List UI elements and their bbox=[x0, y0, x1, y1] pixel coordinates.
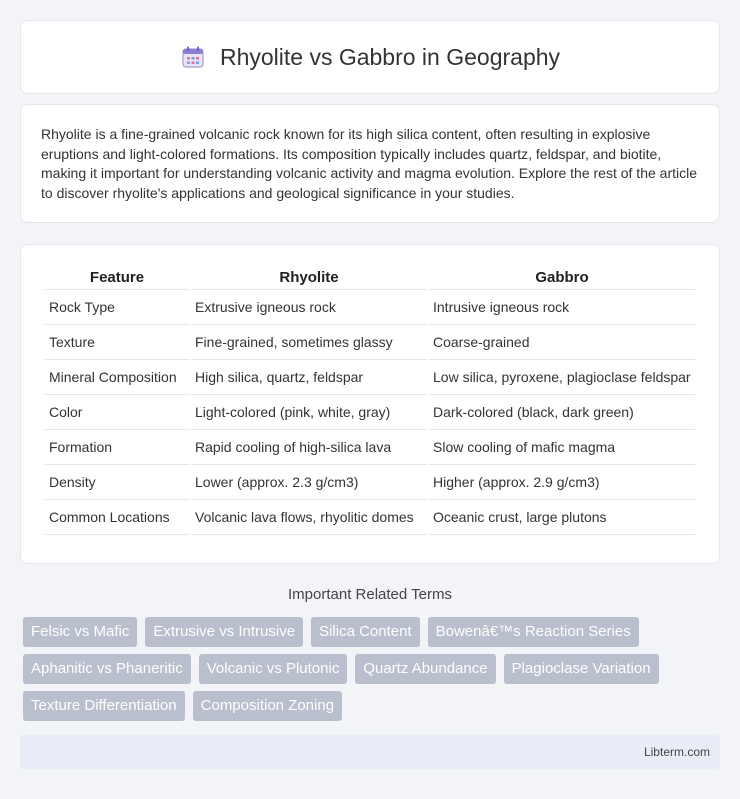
table-row bbox=[45, 290, 695, 325]
table-row bbox=[45, 430, 695, 465]
footer-site-link[interactable]: Libterm.com bbox=[643, 745, 710, 759]
table-cell: Common Locations bbox=[45, 500, 189, 535]
table-cell: Oceanic crust, large plutons bbox=[429, 500, 695, 535]
table-cell: Rock Type bbox=[45, 290, 189, 325]
table-row bbox=[45, 360, 695, 395]
comparison-table-card bbox=[20, 244, 720, 564]
calendar-icon bbox=[180, 44, 206, 70]
column-header-gabbro: Gabbro bbox=[429, 265, 695, 290]
page-title: Rhyolite vs Gabbro in Geography bbox=[219, 43, 561, 70]
tag-composition-zoning[interactable]: Composition Zoning bbox=[193, 691, 342, 721]
table-cell: Texture bbox=[45, 325, 189, 360]
table-cell: Light-colored (pink, white, gray) bbox=[191, 395, 427, 430]
table-cell: Mineral Composition bbox=[45, 360, 189, 395]
column-header-feature: Feature bbox=[45, 265, 189, 290]
footer bbox=[20, 735, 720, 769]
tag-bowens-reaction-series[interactable]: Bowenâ€™s Reaction Series bbox=[428, 617, 639, 647]
table-row bbox=[45, 395, 695, 430]
tag-volcanic-vs-plutonic[interactable]: Volcanic vs Plutonic bbox=[199, 654, 348, 684]
table-cell: Rapid cooling of high-silica lava bbox=[191, 430, 427, 465]
table-cell: Coarse-grained bbox=[429, 325, 695, 360]
table-cell: Color bbox=[45, 395, 189, 430]
table-cell: Dark-colored (black, dark green) bbox=[429, 395, 695, 430]
table-cell: Density bbox=[45, 465, 189, 500]
comparison-table bbox=[43, 265, 697, 535]
related-terms-tags bbox=[23, 617, 723, 721]
table-cell: Lower (approx. 2.3 g/cm3) bbox=[191, 465, 427, 500]
table-cell: Intrusive igneous rock bbox=[429, 290, 695, 325]
tag-quartz-abundance[interactable]: Quartz Abundance bbox=[355, 654, 495, 684]
tag-plagioclase-variation[interactable]: Plagioclase Variation bbox=[504, 654, 659, 684]
table-header-row bbox=[45, 265, 695, 290]
table-cell: High silica, quartz, feldspar bbox=[191, 360, 427, 395]
intro-card bbox=[20, 104, 720, 223]
intro-paragraph: Rhyolite is a fine-grained volcanic rock known for its high silica content, often resulting in explosive eruptions and light-colored formations. Its composition typically includes quartz, feldspar, and biotite, making it important for understanding volcanic activity and magma evolution. Explore the rest of the article to discover rhyolite's applications and geological significance in your studies. bbox=[41, 126, 697, 201]
title-wrap bbox=[180, 44, 560, 71]
table-cell: Volcanic lava flows, rhyolitic domes bbox=[191, 500, 427, 535]
table-cell: Formation bbox=[45, 430, 189, 465]
tag-aphanitic-vs-phaneritic[interactable]: Aphanitic vs Phaneritic bbox=[23, 654, 191, 684]
tag-texture-differentiation[interactable]: Texture Differentiation bbox=[23, 691, 185, 721]
table-cell: Slow cooling of mafic magma bbox=[429, 430, 695, 465]
column-header-rhyolite: Rhyolite bbox=[191, 265, 427, 290]
related-terms-title: Important Related Terms bbox=[288, 586, 452, 603]
tag-silica-content[interactable]: Silica Content bbox=[311, 617, 420, 647]
tag-extrusive-vs-intrusive[interactable]: Extrusive vs Intrusive bbox=[145, 617, 303, 647]
tag-felsic-vs-mafic[interactable]: Felsic vs Mafic bbox=[23, 617, 137, 647]
table-cell: Higher (approx. 2.9 g/cm3) bbox=[429, 465, 695, 500]
table-row bbox=[45, 465, 695, 500]
table-cell: Fine-grained, sometimes glassy bbox=[191, 325, 427, 360]
header-card bbox=[20, 20, 720, 94]
table-cell: Low silica, pyroxene, plagioclase feldspar bbox=[429, 360, 695, 395]
table-row bbox=[45, 500, 695, 535]
table-cell: Extrusive igneous rock bbox=[191, 290, 427, 325]
table-row bbox=[45, 325, 695, 360]
